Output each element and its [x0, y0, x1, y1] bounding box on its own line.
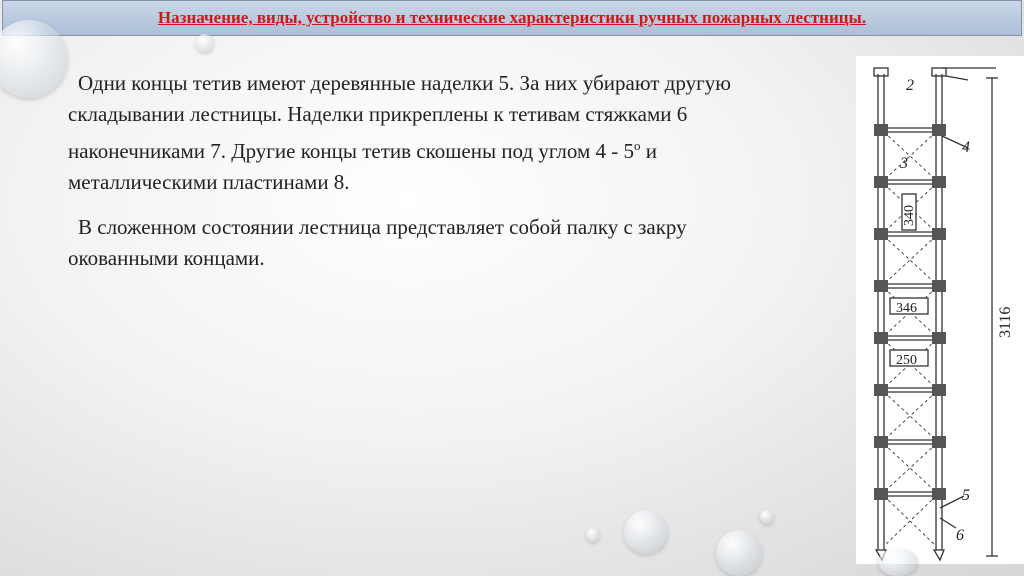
decor-bubble-6: [760, 510, 774, 524]
p1-line-2: складывании лестницы. Наделки прикреплены к тетивам стяжками 6: [68, 102, 688, 126]
decor-bubble-5: [716, 530, 762, 576]
ladder-figure: [856, 56, 1024, 564]
callout-3: 3: [900, 155, 908, 172]
title-bar: [2, 0, 1022, 36]
p2-line-1: В сложенном состоянии лестница представляет собой палку с закру: [78, 215, 687, 239]
decor-bubble-2: [196, 34, 214, 52]
degree-sup: о: [634, 138, 641, 153]
dim-250: 250: [896, 353, 917, 368]
ladder-drawing: [856, 56, 1024, 564]
p1-line-3: [58, 130, 858, 167]
p1-line-3-text: наконечниками 7. Другие концы тетив скошены под углом 4 - 5: [68, 139, 635, 163]
dim-340: 340: [902, 205, 917, 226]
paragraph-2: [58, 212, 858, 274]
p1-line-3-tail: и: [640, 139, 658, 163]
dim-346: 346: [896, 301, 917, 316]
body-text: [58, 68, 858, 278]
slide-title: Назначение, виды, устройство и технические характеристики ручных пожарных лестницы.: [157, 8, 867, 27]
callout-2: 2: [906, 77, 914, 94]
paragraph-1: [58, 68, 858, 198]
decor-bubble-7: [878, 548, 918, 576]
callout-6: 6: [956, 527, 964, 544]
p1-line-1: Одни концы тетив имеют деревянные наделки 5. За них убирают другую: [78, 71, 731, 95]
p1-line-4: металлическими пластинами 8.: [68, 170, 350, 194]
decor-bubble-3: [624, 510, 668, 554]
callout-5: 5: [962, 487, 970, 504]
decor-bubble-4: [586, 528, 600, 542]
dim-3116: 3116: [997, 306, 1014, 338]
p2-line-2: окованными концами.: [68, 246, 265, 270]
callout-4: 4: [962, 139, 970, 156]
